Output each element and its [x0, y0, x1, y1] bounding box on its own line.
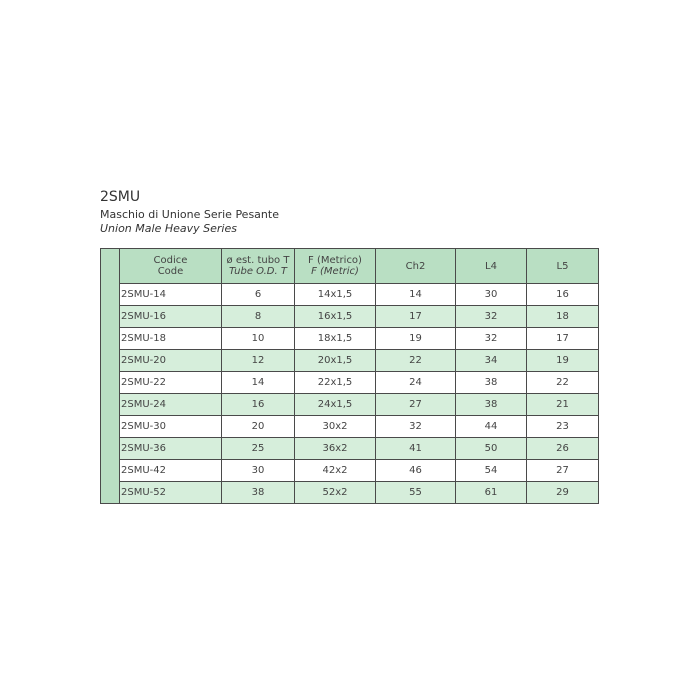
- cell-ch2: 41: [376, 438, 456, 460]
- cell-thread: 20x1,5: [295, 350, 376, 372]
- cell-l5: 17: [527, 328, 599, 350]
- cell-thread: 24x1,5: [295, 394, 376, 416]
- cell-ch2: 24: [376, 372, 456, 394]
- cell-ch2: 46: [376, 460, 456, 482]
- cell-l4: 30: [456, 284, 527, 306]
- table-row: [120, 284, 599, 306]
- cell-thread: 22x1,5: [295, 372, 376, 394]
- product-heading: [100, 189, 600, 236]
- cell-thread: 14x1,5: [295, 284, 376, 306]
- cell-l5: 18: [527, 306, 599, 328]
- product-code-title: 2SMU: [100, 189, 141, 205]
- cell-l5: 27: [527, 460, 599, 482]
- cell-l4: 34: [456, 350, 527, 372]
- cell-l5: 19: [527, 350, 599, 372]
- cell-thread: 42x2: [295, 460, 376, 482]
- cell-l4: 32: [456, 328, 527, 350]
- table-row: [120, 372, 599, 394]
- cell-ch2: 22: [376, 350, 456, 372]
- cell-code: 2SMU-14: [120, 284, 222, 306]
- table-row: [120, 350, 599, 372]
- cell-tube-od: 30: [222, 460, 295, 482]
- cell-l5: 21: [527, 394, 599, 416]
- table-side-bar: [100, 248, 119, 504]
- cell-thread: 30x2: [295, 416, 376, 438]
- cell-l4: 61: [456, 482, 527, 504]
- table-row: [120, 416, 599, 438]
- cell-l4: 38: [456, 394, 527, 416]
- cell-l5: 26: [527, 438, 599, 460]
- table-row: [120, 482, 599, 504]
- cell-code: 2SMU-18: [120, 328, 222, 350]
- column-header-ch2: Ch2: [376, 249, 456, 284]
- cell-tube-od: 25: [222, 438, 295, 460]
- cell-code: 2SMU-16: [120, 306, 222, 328]
- column-header-code: Codice Code: [120, 249, 222, 284]
- cell-ch2: 27: [376, 394, 456, 416]
- cell-ch2: 55: [376, 482, 456, 504]
- product-title-english: Union Male Heavy Series: [100, 222, 237, 235]
- cell-code: 2SMU-20: [120, 350, 222, 372]
- cell-l5: 22: [527, 372, 599, 394]
- table-row: [120, 394, 599, 416]
- table-row: [120, 328, 599, 350]
- cell-l4: 38: [456, 372, 527, 394]
- cell-ch2: 32: [376, 416, 456, 438]
- cell-l5: 23: [527, 416, 599, 438]
- table-header-row: [120, 249, 599, 284]
- cell-l5: 29: [527, 482, 599, 504]
- cell-l4: 50: [456, 438, 527, 460]
- dimensions-table: [119, 248, 599, 504]
- cell-tube-od: 12: [222, 350, 295, 372]
- table-row: [120, 460, 599, 482]
- cell-tube-od: 20: [222, 416, 295, 438]
- cell-l5: 16: [527, 284, 599, 306]
- cell-l4: 32: [456, 306, 527, 328]
- product-title-italian: Maschio di Unione Serie Pesante: [100, 208, 279, 221]
- cell-tube-od: 14: [222, 372, 295, 394]
- cell-thread: 18x1,5: [295, 328, 376, 350]
- cell-thread: 36x2: [295, 438, 376, 460]
- cell-code: 2SMU-42: [120, 460, 222, 482]
- cell-tube-od: 38: [222, 482, 295, 504]
- cell-l4: 44: [456, 416, 527, 438]
- cell-ch2: 17: [376, 306, 456, 328]
- cell-thread: 16x1,5: [295, 306, 376, 328]
- cell-code: 2SMU-24: [120, 394, 222, 416]
- column-header-l5: L5: [527, 249, 599, 284]
- table-body: [120, 284, 599, 504]
- cell-tube-od: 8: [222, 306, 295, 328]
- column-header-tube-od: ø est. tubo T Tube O.D. T: [222, 249, 295, 284]
- table-row: [120, 306, 599, 328]
- column-header-l4: L4: [456, 249, 527, 284]
- cell-tube-od: 16: [222, 394, 295, 416]
- dimensions-table-container: [100, 248, 599, 504]
- cell-code: 2SMU-30: [120, 416, 222, 438]
- table-row: [120, 438, 599, 460]
- column-header-thread: F (Metrico) F (Metric): [295, 249, 376, 284]
- cell-tube-od: 6: [222, 284, 295, 306]
- cell-code: 2SMU-22: [120, 372, 222, 394]
- cell-ch2: 19: [376, 328, 456, 350]
- cell-thread: 52x2: [295, 482, 376, 504]
- cell-tube-od: 10: [222, 328, 295, 350]
- cell-ch2: 14: [376, 284, 456, 306]
- cell-code: 2SMU-36: [120, 438, 222, 460]
- cell-l4: 54: [456, 460, 527, 482]
- cell-code: 2SMU-52: [120, 482, 222, 504]
